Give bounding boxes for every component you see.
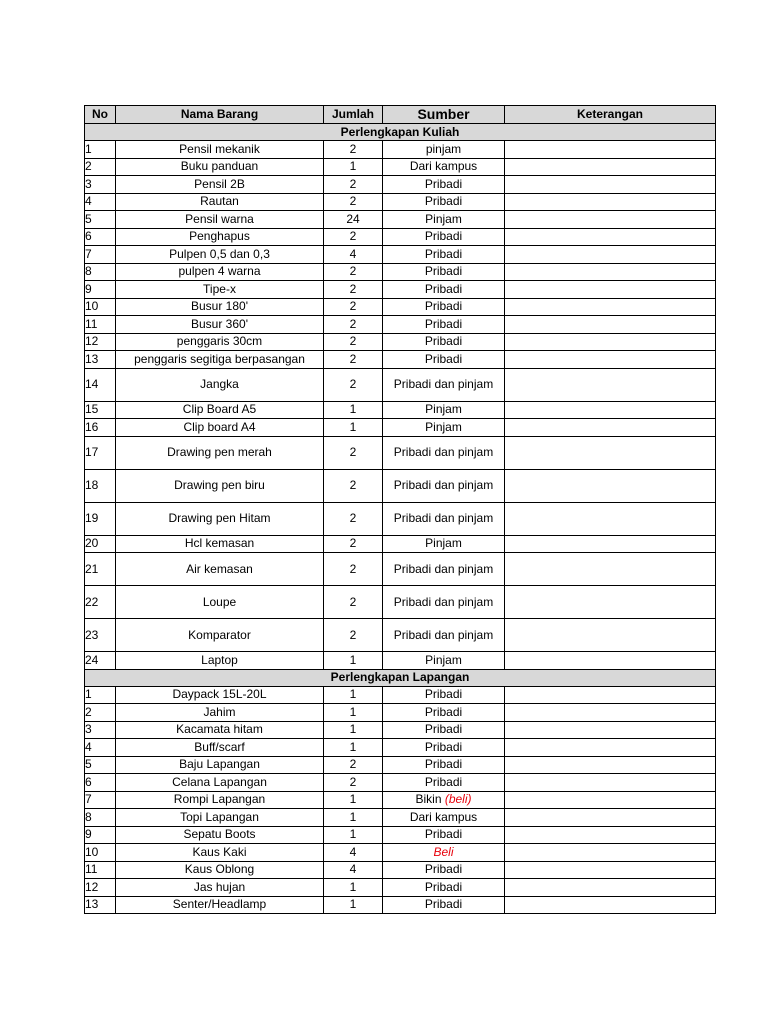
item-note <box>505 791 716 809</box>
item-source <box>383 686 505 704</box>
item-source <box>383 298 505 316</box>
header-name: Nama Barang <box>116 106 324 124</box>
source-text: Pinjam <box>425 419 462 434</box>
source-text: Dari kampus <box>409 159 478 174</box>
row-number: 10 <box>85 298 116 316</box>
item-note <box>505 826 716 844</box>
table-row <box>85 263 716 281</box>
source-text: Pribadi <box>424 194 463 209</box>
row-number: 13 <box>85 351 116 369</box>
table-row <box>85 333 716 351</box>
item-note <box>505 176 716 194</box>
item-quantity: 24 <box>324 211 383 229</box>
row-number: 7 <box>85 791 116 809</box>
row-number: 6 <box>85 774 116 792</box>
item-name: Drawing pen biru <box>116 469 324 502</box>
item-note <box>505 281 716 299</box>
source-text: Pribadi <box>424 281 463 296</box>
item-quantity: 1 <box>324 809 383 827</box>
item-source <box>383 158 505 176</box>
item-quantity: 2 <box>324 502 383 535</box>
source-text: Pribadi <box>424 264 463 279</box>
item-note <box>505 298 716 316</box>
item-source <box>383 844 505 862</box>
source-text: Pribadi <box>424 722 463 737</box>
table-row <box>85 502 716 535</box>
source-text: Pribadi <box>424 739 463 754</box>
item-source <box>383 351 505 369</box>
source-text: Pribadi <box>424 879 463 894</box>
row-number: 8 <box>85 809 116 827</box>
source-text: Pribadi dan pinjam <box>393 445 494 459</box>
item-name: Komparator <box>116 619 324 652</box>
row-number: 13 <box>85 896 116 914</box>
table-row <box>85 193 716 211</box>
item-note <box>505 263 716 281</box>
table-row <box>85 436 716 469</box>
item-quantity: 2 <box>324 176 383 194</box>
source-text: Pribadi <box>424 862 463 877</box>
item-note <box>505 333 716 351</box>
item-source <box>383 401 505 419</box>
item-quantity: 2 <box>324 535 383 553</box>
source-text: Pribadi dan pinjam <box>393 627 494 642</box>
table-row <box>85 246 716 264</box>
table-row <box>85 368 716 401</box>
table-row <box>85 553 716 586</box>
item-source <box>383 436 505 469</box>
table-row <box>85 298 716 316</box>
table-row <box>85 141 716 159</box>
item-source <box>383 553 505 586</box>
row-number: 3 <box>85 176 116 194</box>
source-text: Pribadi <box>424 827 463 842</box>
row-number: 6 <box>85 228 116 246</box>
item-source <box>383 756 505 774</box>
item-name: Kaus Kaki <box>116 844 324 862</box>
item-name: Busur 360' <box>116 316 324 334</box>
source-text: Pribadi <box>424 316 463 331</box>
item-name: Laptop <box>116 652 324 670</box>
row-number: 1 <box>85 686 116 704</box>
item-name: Rautan <box>116 193 324 211</box>
section-header-row <box>85 124 716 141</box>
item-note <box>505 896 716 914</box>
item-name: Jahim <box>116 704 324 722</box>
table-row <box>85 228 716 246</box>
item-note <box>505 368 716 401</box>
item-source <box>383 281 505 299</box>
row-number: 11 <box>85 861 116 879</box>
table-row <box>85 586 716 619</box>
source-highlight: (beli) <box>444 792 472 807</box>
item-name: Pulpen 0,5 dan 0,3 <box>116 246 324 264</box>
item-quantity: 1 <box>324 826 383 844</box>
item-source <box>383 316 505 334</box>
item-quantity: 4 <box>324 246 383 264</box>
section-title: Perlengkapan Kuliah <box>85 124 716 141</box>
table-row <box>85 686 716 704</box>
table-row <box>85 316 716 334</box>
item-source <box>383 791 505 809</box>
item-note <box>505 861 716 879</box>
section-title: Perlengkapan Lapangan <box>85 669 716 686</box>
table-row <box>85 652 716 670</box>
row-number: 20 <box>85 535 116 553</box>
item-source <box>383 263 505 281</box>
item-source <box>383 419 505 437</box>
row-number: 12 <box>85 879 116 897</box>
item-source <box>383 211 505 229</box>
row-number: 4 <box>85 739 116 757</box>
item-note <box>505 211 716 229</box>
item-name: Kacamata hitam <box>116 721 324 739</box>
item-note <box>505 704 716 722</box>
source-text: Pribadi <box>424 334 463 349</box>
item-quantity: 1 <box>324 879 383 897</box>
row-number: 9 <box>85 281 116 299</box>
item-quantity: 2 <box>324 141 383 159</box>
item-quantity: 2 <box>324 469 383 502</box>
item-name: pulpen 4 warna <box>116 263 324 281</box>
table-row <box>85 469 716 502</box>
item-note <box>505 193 716 211</box>
row-number: 17 <box>85 436 116 469</box>
item-quantity: 2 <box>324 553 383 586</box>
row-number: 14 <box>85 368 116 401</box>
source-text: Pribadi dan pinjam <box>393 478 494 492</box>
source-text: Pribadi dan pinjam <box>393 561 494 576</box>
item-source <box>383 586 505 619</box>
item-quantity: 2 <box>324 263 383 281</box>
item-name: penggaris 30cm <box>116 333 324 351</box>
table-row <box>85 826 716 844</box>
table-body <box>85 124 716 914</box>
item-name: Baju Lapangan <box>116 756 324 774</box>
row-number: 1 <box>85 141 116 159</box>
item-quantity: 1 <box>324 896 383 914</box>
source-text: pinjam <box>425 141 462 156</box>
item-note <box>505 844 716 862</box>
header-row <box>85 106 716 124</box>
source-text: Pribadi <box>424 351 463 366</box>
table-row <box>85 774 716 792</box>
item-note <box>505 652 716 670</box>
item-name: Buff/scarf <box>116 739 324 757</box>
item-name: Busur 180' <box>116 298 324 316</box>
item-name: Penghapus <box>116 228 324 246</box>
row-number: 24 <box>85 652 116 670</box>
item-quantity: 2 <box>324 193 383 211</box>
table-row <box>85 176 716 194</box>
row-number: 9 <box>85 826 116 844</box>
inventory-table <box>84 105 716 914</box>
item-note <box>505 619 716 652</box>
source-text: Pinjam <box>425 536 462 551</box>
item-note <box>505 436 716 469</box>
item-name: Senter/Headlamp <box>116 896 324 914</box>
table-row <box>85 619 716 652</box>
header-no: No <box>85 106 116 124</box>
row-number: 5 <box>85 211 116 229</box>
item-name: Jangka <box>116 368 324 401</box>
item-source <box>383 721 505 739</box>
table-row <box>85 756 716 774</box>
table-row <box>85 791 716 809</box>
item-quantity: 2 <box>324 586 383 619</box>
source-text: Pribadi <box>424 176 463 191</box>
item-source <box>383 826 505 844</box>
item-note <box>505 756 716 774</box>
item-source <box>383 246 505 264</box>
item-note <box>505 535 716 553</box>
row-number: 15 <box>85 401 116 419</box>
table-row <box>85 861 716 879</box>
item-note <box>505 158 716 176</box>
item-note <box>505 401 716 419</box>
item-quantity: 2 <box>324 333 383 351</box>
table-row <box>85 739 716 757</box>
item-source <box>383 896 505 914</box>
item-note <box>505 686 716 704</box>
source-text: Pribadi <box>424 246 463 261</box>
item-source <box>383 368 505 401</box>
item-source <box>383 141 505 159</box>
row-number: 18 <box>85 469 116 502</box>
item-quantity: 1 <box>324 739 383 757</box>
item-name: Celana Lapangan <box>116 774 324 792</box>
item-name: Tipe-x <box>116 281 324 299</box>
item-quantity: 1 <box>324 686 383 704</box>
table-row <box>85 419 716 437</box>
table-row <box>85 401 716 419</box>
header-note: Keterangan <box>505 106 716 124</box>
row-number: 4 <box>85 193 116 211</box>
item-note <box>505 141 716 159</box>
item-source <box>383 809 505 827</box>
source-text: Pribadi dan pinjam <box>393 594 494 609</box>
row-number: 2 <box>85 158 116 176</box>
item-name: Kaus Oblong <box>116 861 324 879</box>
item-name: Pensil 2B <box>116 176 324 194</box>
row-number: 22 <box>85 586 116 619</box>
source-text: Pribadi <box>424 229 463 244</box>
table-row <box>85 896 716 914</box>
item-note <box>505 502 716 535</box>
row-number: 3 <box>85 721 116 739</box>
source-text: Pribadi dan pinjam <box>393 377 494 391</box>
item-quantity: 2 <box>324 298 383 316</box>
source-text: Pribadi <box>424 299 463 314</box>
item-note <box>505 316 716 334</box>
item-quantity: 1 <box>324 158 383 176</box>
item-note <box>505 774 716 792</box>
item-name: Hcl kemasan <box>116 535 324 553</box>
source-text: Bikin <box>415 792 445 807</box>
item-name: penggaris segitiga berpasangan <box>116 351 324 369</box>
item-note <box>505 739 716 757</box>
row-number: 12 <box>85 333 116 351</box>
item-source <box>383 704 505 722</box>
item-source <box>383 774 505 792</box>
item-note <box>505 809 716 827</box>
item-source <box>383 861 505 879</box>
row-number: 21 <box>85 553 116 586</box>
item-note <box>505 721 716 739</box>
table-row <box>85 281 716 299</box>
item-source <box>383 502 505 535</box>
item-quantity: 2 <box>324 756 383 774</box>
item-source <box>383 193 505 211</box>
item-name: Drawing pen Hitam <box>116 502 324 535</box>
item-quantity: 2 <box>324 436 383 469</box>
item-quantity: 4 <box>324 861 383 879</box>
source-text: Pribadi <box>424 774 463 789</box>
item-name: Sepatu Boots <box>116 826 324 844</box>
item-quantity: 1 <box>324 791 383 809</box>
item-note <box>505 419 716 437</box>
table-row <box>85 535 716 553</box>
item-quantity: 2 <box>324 316 383 334</box>
item-name: Jas hujan <box>116 879 324 897</box>
item-quantity: 2 <box>324 351 383 369</box>
source-text: Dari kampus <box>409 809 478 824</box>
item-source <box>383 469 505 502</box>
item-name: Air kemasan <box>116 553 324 586</box>
item-note <box>505 351 716 369</box>
row-number: 11 <box>85 316 116 334</box>
item-note <box>505 553 716 586</box>
item-name: Drawing pen merah <box>116 436 324 469</box>
item-source <box>383 739 505 757</box>
item-note <box>505 469 716 502</box>
header-qty: Jumlah <box>324 106 383 124</box>
item-note <box>505 228 716 246</box>
source-highlight: Beli <box>433 844 454 859</box>
item-name: Daypack 15L-20L <box>116 686 324 704</box>
item-quantity: 2 <box>324 281 383 299</box>
table-row <box>85 158 716 176</box>
item-quantity: 2 <box>324 774 383 792</box>
item-name: Clip Board A5 <box>116 401 324 419</box>
row-number: 16 <box>85 419 116 437</box>
item-quantity: 1 <box>324 721 383 739</box>
item-note <box>505 586 716 619</box>
item-source <box>383 652 505 670</box>
row-number: 7 <box>85 246 116 264</box>
table-row <box>85 879 716 897</box>
table-row <box>85 721 716 739</box>
item-quantity: 2 <box>324 368 383 401</box>
table-row <box>85 351 716 369</box>
source-text: Pinjam <box>425 652 462 667</box>
item-name: Pensil mekanik <box>116 141 324 159</box>
table-row <box>85 809 716 827</box>
section-header-row <box>85 669 716 686</box>
item-name: Topi Lapangan <box>116 809 324 827</box>
item-quantity: 1 <box>324 704 383 722</box>
item-name: Buku panduan <box>116 158 324 176</box>
item-note <box>505 246 716 264</box>
source-text: Pribadi dan pinjam <box>393 511 494 525</box>
table-row <box>85 211 716 229</box>
source-text: Pribadi <box>424 757 463 772</box>
item-quantity: 1 <box>324 652 383 670</box>
row-number: 23 <box>85 619 116 652</box>
source-text: Pribadi <box>424 687 463 702</box>
item-name: Loupe <box>116 586 324 619</box>
item-quantity: 4 <box>324 844 383 862</box>
source-text: Pinjam <box>425 211 462 226</box>
item-source <box>383 879 505 897</box>
item-quantity: 2 <box>324 228 383 246</box>
item-quantity: 1 <box>324 419 383 437</box>
source-text: Pinjam <box>425 402 462 417</box>
item-source <box>383 228 505 246</box>
item-quantity: 2 <box>324 619 383 652</box>
row-number: 5 <box>85 756 116 774</box>
item-quantity: 1 <box>324 401 383 419</box>
item-source <box>383 619 505 652</box>
table-row <box>85 704 716 722</box>
source-text: Pribadi <box>424 704 463 719</box>
item-note <box>505 879 716 897</box>
source-text: Pribadi <box>424 897 463 912</box>
row-number: 8 <box>85 263 116 281</box>
row-number: 19 <box>85 502 116 535</box>
header-source: Sumber <box>383 106 505 124</box>
item-name: Clip board A4 <box>116 419 324 437</box>
table-row <box>85 844 716 862</box>
row-number: 10 <box>85 844 116 862</box>
row-number: 2 <box>85 704 116 722</box>
item-source <box>383 535 505 553</box>
item-name: Rompi Lapangan <box>116 791 324 809</box>
item-source <box>383 176 505 194</box>
item-source <box>383 333 505 351</box>
item-name: Pensil warna <box>116 211 324 229</box>
